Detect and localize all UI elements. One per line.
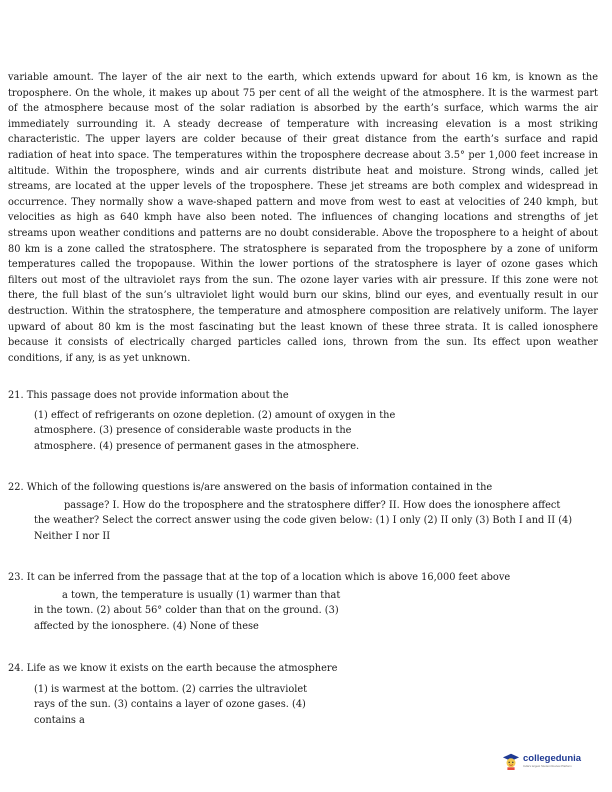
question-24-options: (1) is warmest at the bottom. (2) carries the ultraviolet rays of the sun. (3) contains a layer of ozone gases. (4) contains a xyxy=(34,684,308,726)
question-23-stem: 23. It can be inferred from the passage that at the top of a location which is above 16,000 feet above xyxy=(8,572,511,583)
logo-tagline: India's largest Student Review Platform xyxy=(523,764,572,768)
question-24-stem: 24. Life as we know it exists on the earth because the atmosphere xyxy=(8,663,338,674)
question-22-stem: 22. Which of the following questions is/are answered on the basis of information contained in the xyxy=(8,482,493,493)
student-mascot-icon xyxy=(502,752,520,770)
passage-text: variable amount. The layer of the air next to the earth, which extends upward for about 16 km, is known as the troposphere. On the whole, it makes up about 75 per cent of all the weight of the atmosphere. It is the warmest part of the atmosphere because most of the solar radiation is absorbed by the earth’s surface, which warms the air immediately surrounding it. A steady decrease of temperature with increasing elevation is a most striking characteristic. The upper layers are colder because of their great distance from the earth’s surface and rapid radiation of heat into space. The temperatures within the troposphere decrease about 3.5° per 1,000 feet increase in altitude. Within the troposphere, winds and air currents distribute heat and moisture. Strong winds, called jet streams, are located at the upper levels of the troposphere. These jet streams are both complex and widespread in occurrence. They normally show a wave-shaped pattern and move from west to east at velocities of 240 kmph, but velocities as high as 640 kmph have also been noted. The influences of changing locations and strengths of jet streams upon weather conditions and patterns are no doubt considerable. Above the troposphere to a height of about 80 km is a zone called the stratosphere. The stratosphere is separated from the troposphere by a zone of uniform temperatures called the tropopause. Within the lower portions of the stratosphere is layer of ozone gases which filters out most of the ultraviolet rays from the sun. The ozone layer varies with air pressure. If this zone were not there, the full blast of the sun’s ultraviolet light would burn our skins, blind our eyes, and eventually result in our destruction. Within the stratosphere, the temperature and atmosphere composition are relatively uniform. The layer upward of about 80 km is the most fascinating but the least known of these three strata. It is called ionosphere because it consists of electrically charged particles called ions, thrown from the sun. Its effect upon weather conditions, if any, is as yet unknown. xyxy=(8,72,598,364)
question-22-options: passage? I. How do the troposphere and the stratosphere differ? II. How does the ionosphere affect the weather? Select the correct answer using the code given below: (1) I only (2) II only (3) Both I and II (4) Neither I nor II xyxy=(34,500,573,542)
collegedunia-logo[interactable] xyxy=(502,752,581,770)
question-23-options: a town, the temperature is usually (1) warmer than that in the town. (2) about 56° colder than that on the ground. (3) affected by the ionosphere. (4) None of these xyxy=(34,590,341,632)
question-21-stem: 21. This passage does not provide information about the xyxy=(8,390,289,401)
logo-name: collegedunia xyxy=(523,753,582,764)
question-21-options: (1) effect of refrigerants on ozone depletion. (2) amount of oxygen in the atmosphere. (3) presence of considerable waste products in the atmosphere. (4) presence of permanent gases in the atmosphere. xyxy=(34,410,396,452)
